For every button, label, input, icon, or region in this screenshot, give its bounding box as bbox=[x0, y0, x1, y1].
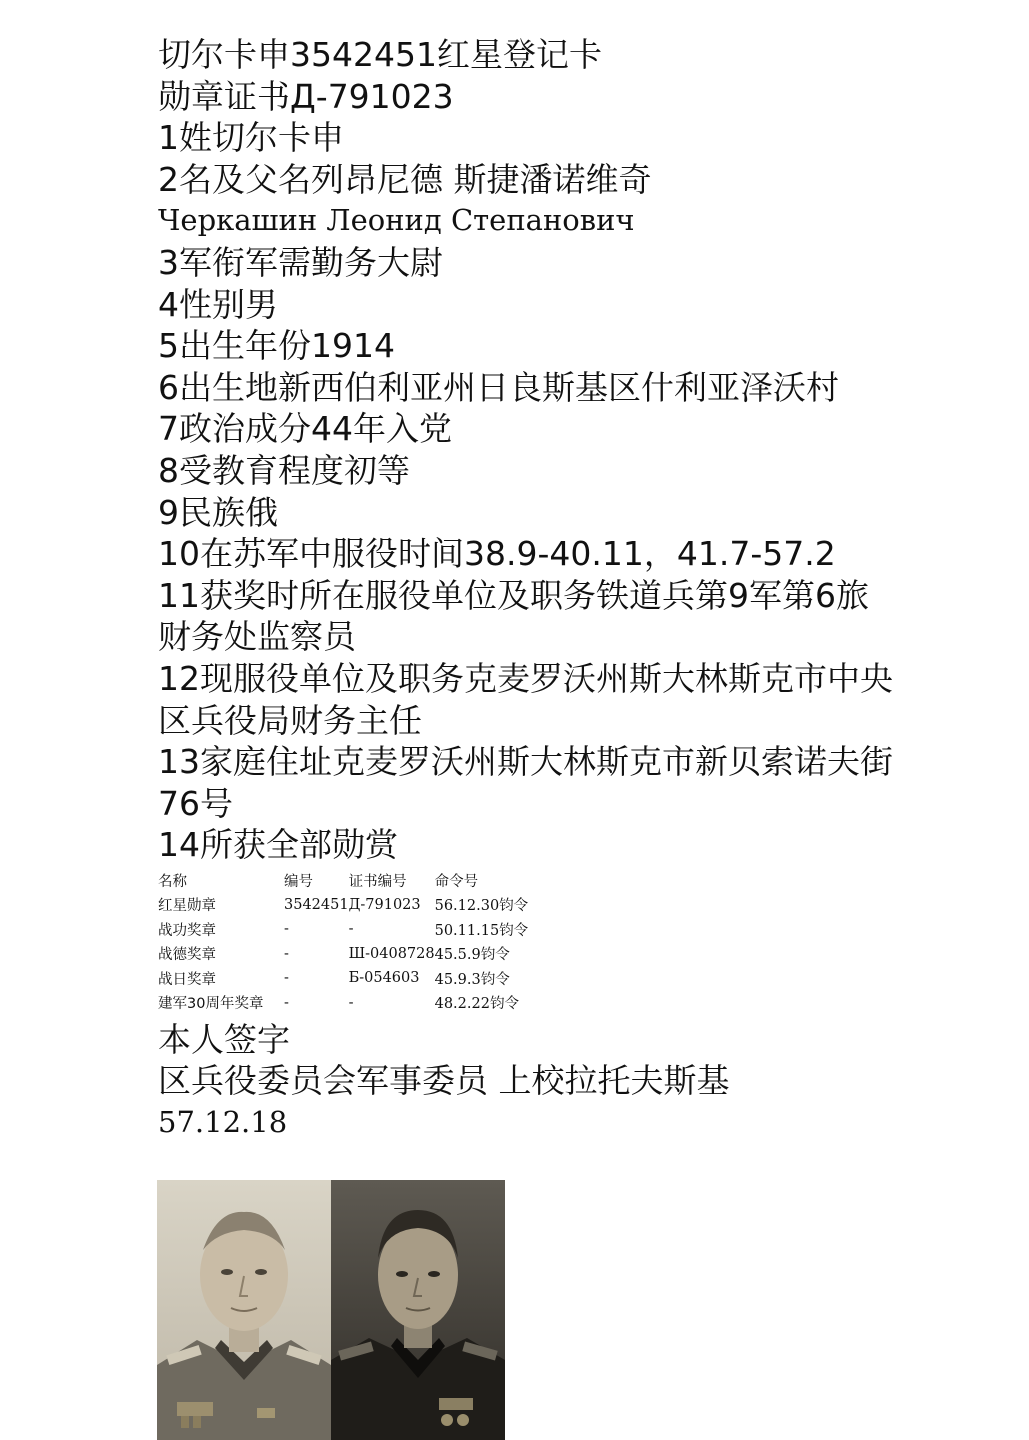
award-number: - bbox=[284, 945, 289, 962]
field-surname: 1姓切尔卡申 bbox=[158, 118, 344, 158]
field-home-address: 13家庭住址克麦罗沃州斯大林斯克市新贝索诺夫街76号 bbox=[158, 742, 893, 823]
award-number: 3542451 bbox=[284, 896, 349, 913]
award-number: - bbox=[284, 994, 289, 1011]
field-rank: 3军衔军需勤务大尉 bbox=[158, 242, 443, 282]
header-number: 编号 bbox=[284, 873, 313, 890]
field-current-unit: 12现服役单位及职务克麦罗沃州斯大林斯克市中央区兵役局财务主任 bbox=[158, 658, 893, 740]
field-name-patronymic: 2名及父名列昂尼德 斯捷潘诺维奇 bbox=[158, 159, 652, 199]
portrait-photos bbox=[157, 1180, 505, 1440]
field-party: 7政治成分44年入党 bbox=[158, 409, 452, 449]
field-service-period: 10在苏军中服役时间38.9-40.11，41.7-57.2 bbox=[158, 534, 836, 574]
portrait-photo-light bbox=[157, 1180, 331, 1440]
award-number: - bbox=[284, 970, 289, 987]
award-certificate: - bbox=[348, 921, 354, 938]
header-certificate: 证书编号 bbox=[348, 873, 407, 890]
award-name: 红星勋章 bbox=[158, 898, 216, 915]
table-row bbox=[158, 917, 555, 942]
table-row bbox=[158, 892, 555, 917]
field-all-awards: 14所获全部勋赏 bbox=[158, 825, 398, 865]
commissioner-signature: 区兵役委员会军事委员 上校拉托夫斯基 bbox=[158, 1061, 730, 1101]
award-certificate: Д-791023 bbox=[348, 896, 421, 913]
award-name: 战功奖章 bbox=[158, 922, 216, 939]
award-order: 45.9.3钧令 bbox=[434, 971, 510, 988]
award-order: 56.12.30钧令 bbox=[434, 898, 529, 915]
award-certificate: - bbox=[348, 994, 354, 1011]
field-gender: 4性别男 bbox=[158, 284, 278, 324]
card-title: 切尔卡申3542451红星登记卡 bbox=[158, 35, 602, 74]
table-row bbox=[158, 966, 555, 991]
field-birthplace: 6出生地新西伯利亚州日良斯基区什利亚泽沃村 bbox=[158, 367, 839, 407]
field-nationality: 9民族俄 bbox=[158, 492, 278, 532]
award-order: 50.11.15钧令 bbox=[434, 922, 529, 939]
award-name: 建军30周年奖章 bbox=[158, 996, 264, 1013]
certificate-number: 勋章证书Д-791023 bbox=[158, 76, 454, 116]
table-row bbox=[158, 941, 555, 966]
award-number: - bbox=[284, 921, 289, 938]
signature-date: 57.12.18 bbox=[158, 1105, 288, 1140]
award-name: 战日奖章 bbox=[158, 971, 216, 988]
table-row bbox=[158, 990, 555, 1015]
award-name: 战德奖章 bbox=[158, 947, 216, 964]
awards-table bbox=[158, 868, 555, 1015]
award-certificate: Ш-0408728 bbox=[348, 945, 435, 962]
award-certificate: Б-054603 bbox=[348, 970, 420, 987]
awards-table-header bbox=[158, 868, 555, 893]
signature-label: 本人签字 bbox=[158, 1019, 290, 1059]
field-education: 8受教育程度初等 bbox=[158, 450, 410, 490]
russian-full-name: Черкашин Леонид Степанович bbox=[158, 203, 635, 238]
registration-card bbox=[158, 34, 898, 1144]
award-order: 45.5.9钧令 bbox=[434, 947, 510, 964]
award-order: 48.2.22钧令 bbox=[434, 996, 519, 1013]
portrait-photo-dark bbox=[331, 1180, 505, 1440]
header-order: 命令号 bbox=[434, 873, 479, 890]
field-birth-year: 5出生年份1914 bbox=[158, 326, 395, 366]
field-unit-at-award: 11获奖时所在服役单位及职务铁道兵第9军第6旅财务处监察员 bbox=[158, 575, 869, 657]
header-name: 名称 bbox=[158, 873, 187, 890]
